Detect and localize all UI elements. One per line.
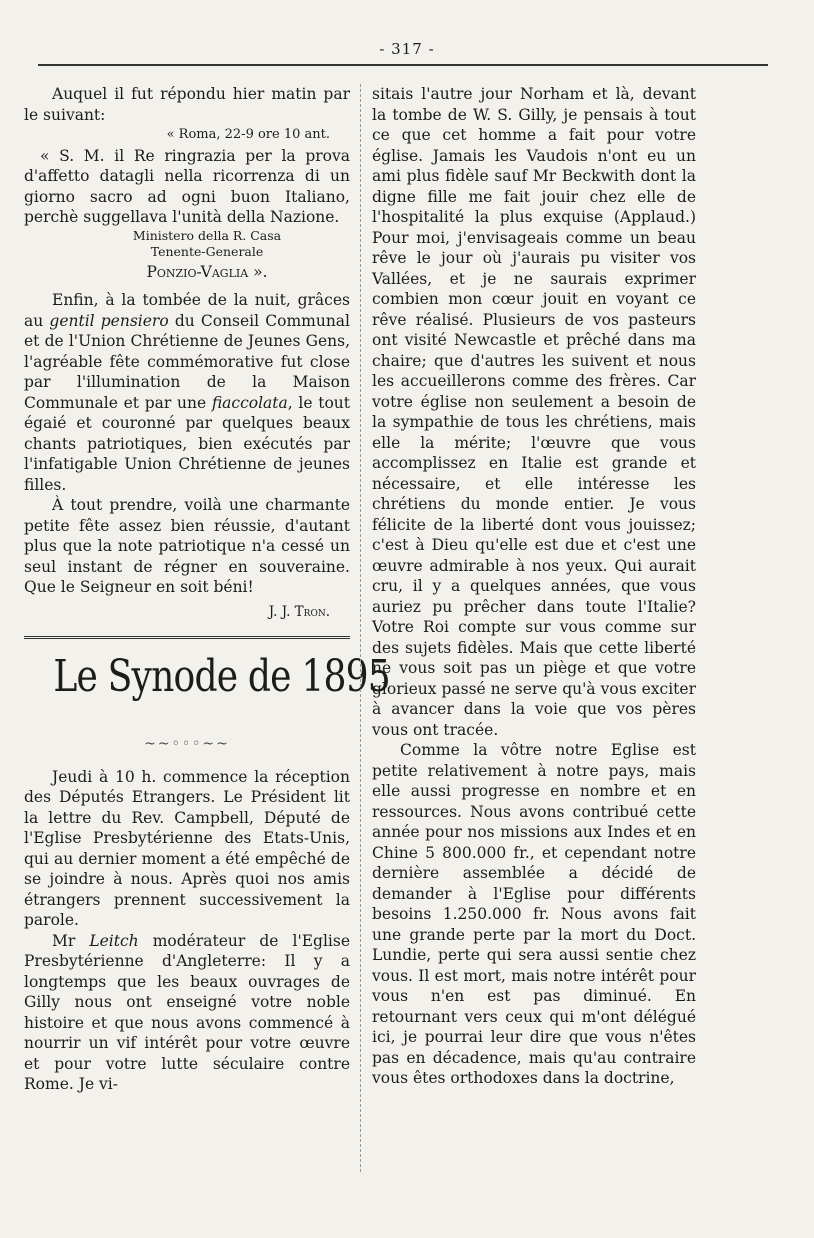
section-title: Le Synode de 1895 xyxy=(53,651,390,702)
paragraph-leitch-continued: sitais l'autre jour Norham et là, devant la tombe de W. S. Gilly, je pensais à tout ce que cet homme a fait pour votre église. Jamais les Vaudois n'ont eu un ami plus fidèle sauf Mr Beckwith dont la digne fille me fait jouir chez elle de l'hospitalité la plus exquise (Applaud.) Pour moi, j'envisageais comme un beau rêve le jour où j'aurais pu visiter vos Vallées, et je ne saurais exprimer combien mon cœur jouit en voyant ce rêve réalisé. Plusieurs de vos pasteurs ont visité Newcastle et prêché dans ma chaire; que d'autres les suivent et nous les accueillerons comme des frères. Car votre église non seulement a besoin de la sympathie de tous les chrétiens, mais elle la mérite; l'œuvre que vous accomplissez en Italie est grande et nécessaire, et elle intéresse les chrétiens du monde entier. Je vous félicite de la liberté dont vous jouissez; c'est à Dieu qu'elle est due et c'est une œuvre admirable à nos yeux. Qui aurait cru, il y a quelques années, que vous auriez pu prêcher dans toute l'Italie? Votre Roi compte sur vous comme sur des sujets fidèles. Mais que cette liberté ne vous soit pas un piège et que votre glorieux passé ne serve qu'à vous exciter à avancer dans la voie que vos pères vous ont tracée. xyxy=(372,85,696,739)
ministry-name: Ponzio-Vaglia ». xyxy=(146,262,268,281)
paragraph-leitch: Mr Leitch modérateur de l'Eglise Presbytérienne d'Angleterre: Il y a longtemps que les beaux ouvrages de Gilly nous ont enseigné votre noble histoire et que nous avons commencé à nourrir un vif intérêt pour votre œuvre et pour votre lutte séculaire contre Rome. Je vi- xyxy=(24,931,350,1094)
right-column xyxy=(372,84,696,1089)
column-divider xyxy=(360,84,361,1172)
paragraph-reception: Jeudi à 10 h. commence la réception des Députés Etrangers. Le Président lit la lettre du Rev. Campbell, Député de l'Eglise Presbytérienne des Etats-Unis, qui au dernier moment a été empêché de se joindre à nous. Après quoi nos amis étrangers prennent successivement la parole. xyxy=(24,767,350,930)
ministry-line-1: Ministero della R. Casa xyxy=(132,227,282,243)
header-rule xyxy=(38,64,768,66)
paragraph-our-church: Comme la vôtre notre Eglise est petite relativement à notre pays, mais elle aussi progresse en nombre et en ressources. Nous avons contribué cette année pour nos missions aux Indes et en Chine 5 800.000 fr., et cependant notre dernière assemblée a décidé de demander à l'Eglise pour différents besoins 1.250.000 fr. Nous avons fait une grande perte par la mort du Doct. Lundie, perte qui sera aussi sentie chez vous. Il est mort, mais notre intérêt pour vous n'en est pas diminué. En retournant vers ceux qui m'ont délégué ici, je pourrai leur dire que vous n'êtes pas en décadence, mais qu'au contraire vous êtes orthodoxes dans la doctrine, xyxy=(372,741,696,1087)
ministry-line-2: Tenente-Generale xyxy=(150,243,264,259)
paragraph-illumination: Enfin, à la tombée de la nuit, grâces au gentil pensiero du Conseil Communal et de l'Union Chrétienne de Jeunes Gens, l'agréable fête commémorative fut close par l'illumination de la Maison Communale et par une fiaccolata, le tout égaié et couronné par quelques beaux chants patriotiques, bien exécutés par l'infatigable Union Chrétienne de jeunes filles. xyxy=(24,291,351,494)
section-rule xyxy=(24,636,350,639)
left-column xyxy=(24,84,390,1095)
page-number: - 317 - xyxy=(379,40,435,58)
telegram-dateline: « Roma, 22-9 ore 10 ant. xyxy=(166,127,330,142)
ornament-divider: ~~◦◦◦~~ xyxy=(144,736,230,753)
telegram-body: « S. M. il Re ringrazia per la prova d'affetto datagli nella ricorrenza di un giorno sacro ad ogni buon Italiano, perchè suggellava l'unità della Nazione. xyxy=(24,146,350,226)
intro-paragraph: Auquel il fut répondu hier matin par le suivant: xyxy=(24,85,350,124)
paragraph-conclusion: À tout prendre, voilà une charmante petite fête assez bien réussie, d'autant plus que la note patriotique n'a cessé un seul instant de régner en souveraine. Que le Seigneur en soit béni! xyxy=(24,496,350,596)
signature: J. J. Tron. xyxy=(268,603,330,620)
